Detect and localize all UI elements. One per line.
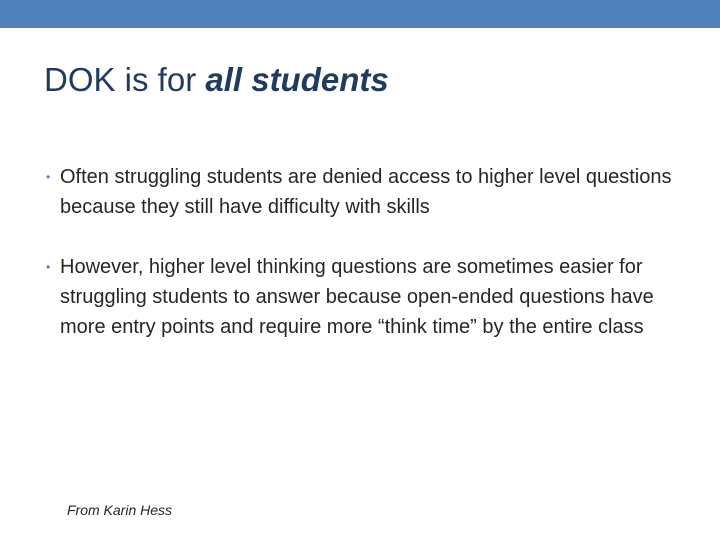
source-citation: From Karin Hess — [67, 502, 173, 518]
bullet-text: Often struggling students are denied access to higher level questions because they still have difficulty with skills — [60, 166, 672, 218]
bullet-item — [46, 162, 686, 222]
title-prefix: DOK is for — [44, 61, 206, 98]
bullet-dot-icon: • — [46, 170, 51, 184]
title-emphasis: all students — [205, 61, 389, 98]
bullet-list — [46, 162, 686, 372]
top-accent-bar — [0, 0, 720, 28]
bullet-text: However, higher level thinking questions are sometimes easier for struggling students to answer because open-ended questions have more entry points and require more “think time” by the entire class — [60, 256, 654, 338]
slide-title — [44, 60, 389, 100]
bullet-dot-icon: • — [46, 260, 51, 274]
bullet-item — [46, 252, 686, 342]
